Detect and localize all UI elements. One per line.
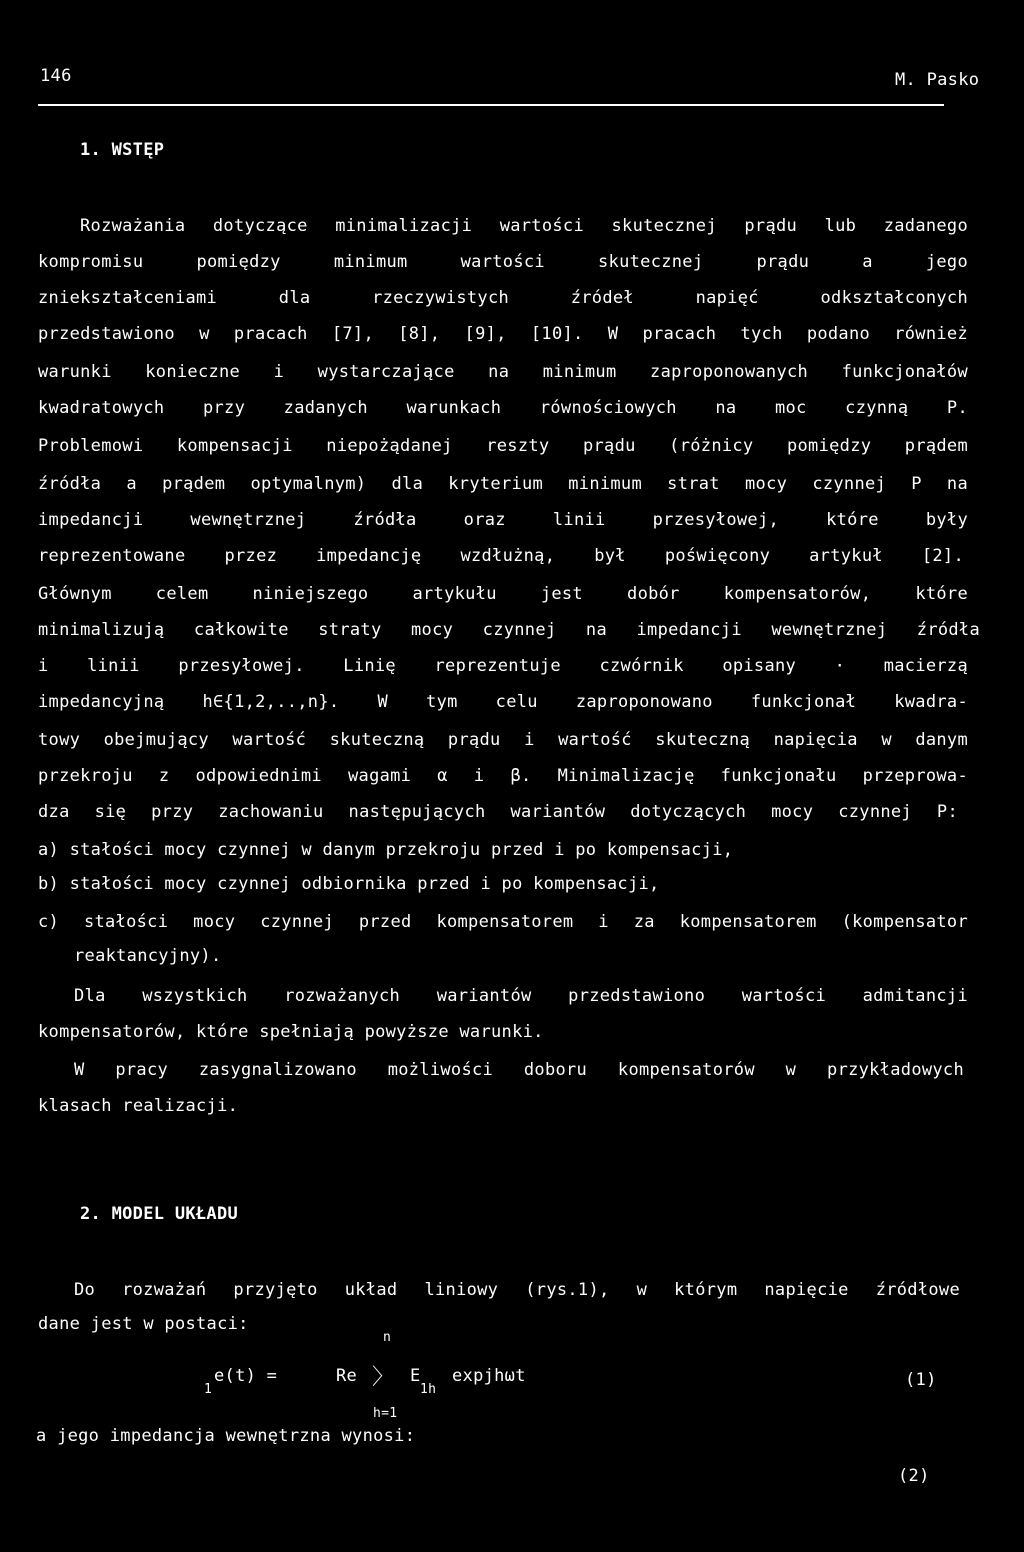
paragraph-line: Głównym celem niniejszego artykułu jest dobór kompensatorów, które bbox=[38, 584, 968, 604]
section-1-heading: 1. WSTĘP bbox=[80, 140, 165, 160]
paragraph-line: minimalizują całkowite straty mocy czynnej na impedancji wewnętrznej źródła bbox=[38, 620, 980, 640]
paragraph-line: dane jest w postaci: bbox=[38, 1314, 249, 1334]
paragraph-line: Rozważania dotyczące minimalizacji wartości skutecznej prądu lub zadanego bbox=[80, 216, 968, 236]
term-symbol: E bbox=[410, 1366, 421, 1386]
running-author: M. Pasko bbox=[895, 70, 980, 90]
paragraph-line: warunki konieczne i wystarczające na minimum zaproponowanych funkcjonałów bbox=[38, 362, 968, 382]
list-item-c-continued: reaktancyjny). bbox=[74, 946, 222, 966]
list-item-a: a) stałości mocy czynnej w danym przekroju przed i po kompensacji, bbox=[38, 840, 734, 860]
paragraph-line: zniekształceniami dla rzeczywistych źródeł napięć odkształconych bbox=[38, 288, 968, 308]
equation-number: (2) bbox=[898, 1466, 930, 1486]
paragraph-line: kompromisu pomiędzy minimum wartości skutecznej prądu a jego bbox=[38, 252, 968, 272]
paragraph-line: impedancji wewnętrznej źródła oraz linii przesyłowej, które były bbox=[38, 510, 968, 530]
paragraph-line: reprezentowane przez impedancję wzdłużną, był poświęcony artykuł [2]. bbox=[38, 546, 964, 566]
exponential-term: expjhωt bbox=[452, 1366, 526, 1386]
lhs-subscript: 1 bbox=[204, 1382, 213, 1397]
paragraph-line: i linii przesyłowej. Linię reprezentuje czwórnik opisany · macierzą bbox=[38, 656, 968, 676]
header-rule bbox=[38, 104, 944, 106]
paragraph-line: a jego impedancja wewnętrzna wynosi: bbox=[36, 1426, 416, 1446]
paragraph-line: kwadratowych przy zadanych warunkach równościowych na moc czynną P. bbox=[38, 398, 968, 418]
section-2-heading: 2. MODEL UKŁADU bbox=[80, 1204, 239, 1224]
paragraph-line: Problemowi kompensacji niepożądanej reszty prądu (różnicy pomiędzy prądem bbox=[38, 436, 968, 456]
paragraph-line: źródła a prądem optymalnym) dla kryterium minimum strat mocy czynnej P na bbox=[38, 474, 968, 494]
paragraph-line: dza się przy zachowaniu następujących wariantów dotyczących mocy czynnej P: bbox=[38, 802, 958, 822]
list-item-b: b) stałości mocy czynnej odbiornika przed i po kompensacji, bbox=[38, 874, 660, 894]
paragraph-line: klasach realizacji. bbox=[38, 1096, 239, 1116]
sum-lower-limit: h=1 bbox=[373, 1406, 398, 1421]
equation-number: (1) bbox=[905, 1370, 937, 1390]
paragraph-line: towy obejmujący wartość skuteczną prądu i wartość skuteczną napięcia w danym bbox=[38, 730, 968, 750]
paragraph-line: przekroju z odpowiednimi wagami α i β. Minimalizację funkcjonału przeprowa- bbox=[38, 766, 968, 786]
real-part-operator: Re bbox=[336, 1366, 358, 1386]
paragraph-line: Do rozważań przyjęto układ liniowy (rys.1), w którym napięcie źródłowe bbox=[74, 1280, 960, 1300]
paragraph-line: W pracy zasygnalizowano możliwości doboru kompensatorów w przykładowych bbox=[74, 1060, 964, 1080]
list-item-c: c) stałości mocy czynnej przed kompensatorem i za kompensatorem (kompensator bbox=[38, 912, 968, 932]
page-number: 146 bbox=[40, 66, 72, 86]
paragraph-line: Dla wszystkich rozważanych wariantów przedstawiono wartości admitancji bbox=[74, 986, 968, 1006]
paragraph-line: przedstawiono w pracach [7], [8], [9], [10]. W pracach tych podano również bbox=[38, 324, 968, 344]
paragraph-line: impedancyjną h∈{1,2,..,n}. W tym celu zaproponowano funkcjonał kwadra- bbox=[38, 692, 968, 712]
term-subscript: 1h bbox=[420, 1382, 437, 1397]
summation-symbol: 〉 bbox=[372, 1365, 395, 1390]
lhs-expression: e(t) = bbox=[214, 1366, 278, 1386]
sum-upper-limit: n bbox=[383, 1330, 392, 1345]
paragraph-line: kompensatorów, które spełniają powyższe warunki. bbox=[38, 1022, 544, 1042]
